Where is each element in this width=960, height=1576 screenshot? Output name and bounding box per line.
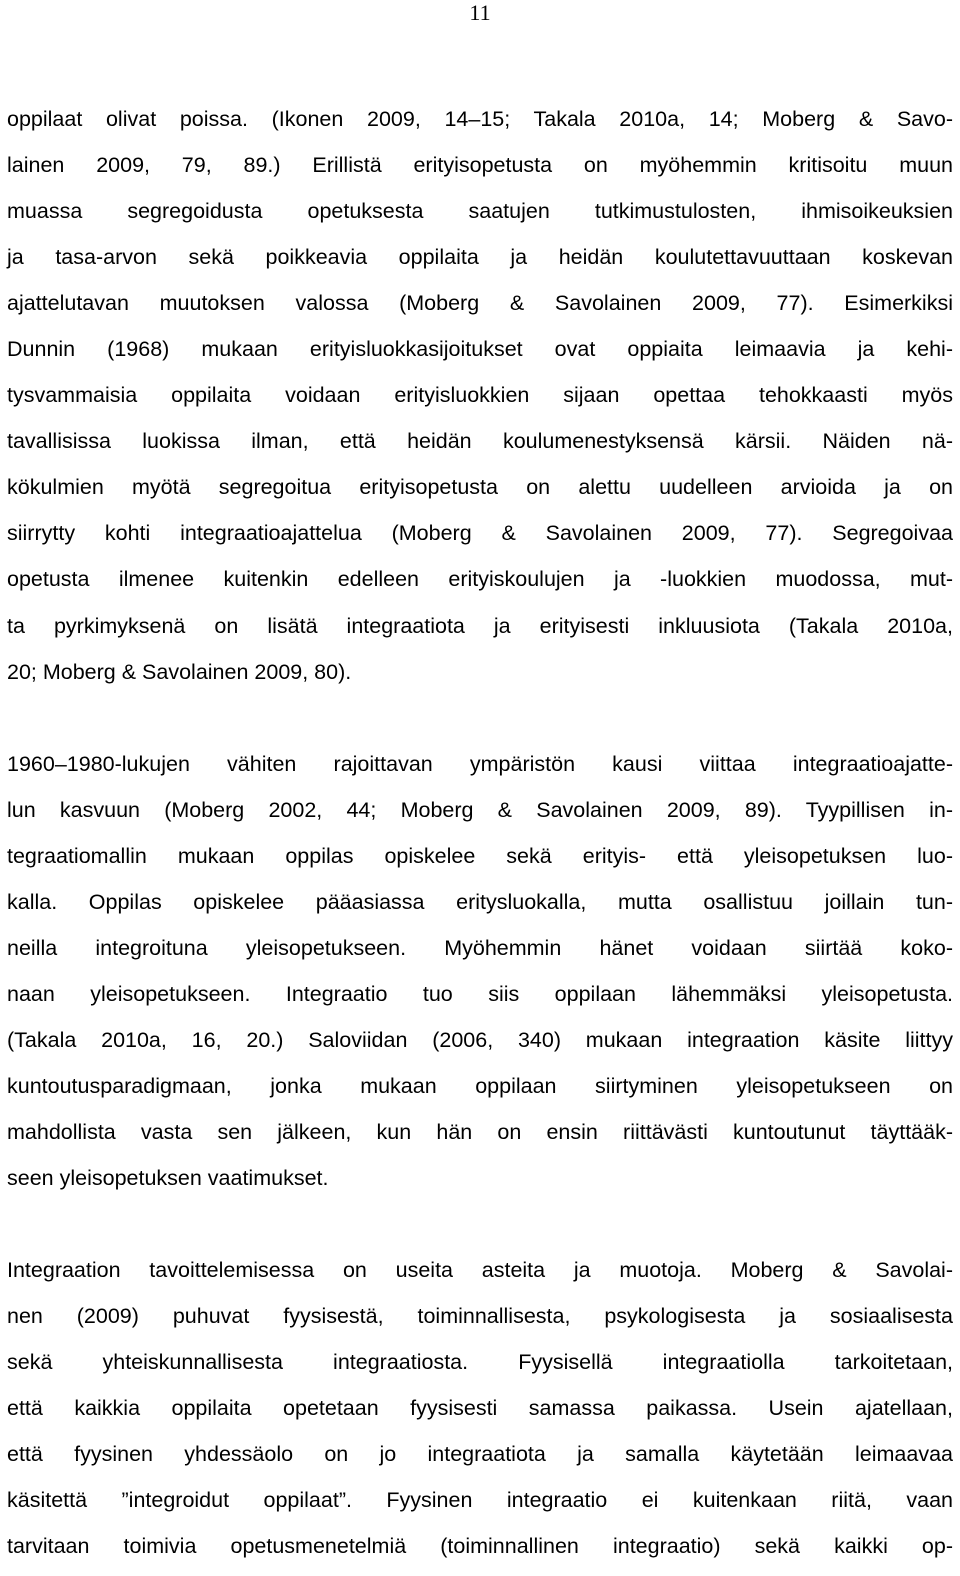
text-line: naan yleisopetukseen. Integraatio tuo siis oppilaan lähemmäksi yleisopetusta. bbox=[7, 981, 953, 1006]
text-line: kökulmien myötä segregoitua erityisopetusta on alettu uudelleen arvioida ja on bbox=[7, 475, 953, 500]
text-line: ajattelutavan muutoksen valossa (Moberg & Savolainen 2009, 77). Esimerkiksi bbox=[7, 291, 953, 316]
text-line: opetusta ilmenee kuitenkin edelleen erityiskoulujen ja -luokkien muodossa, mut- bbox=[7, 567, 953, 592]
document-body bbox=[7, 96, 953, 1570]
text-line: tysvammaisia oppilaita voidaan erityisluokkien sijaan opettaa tehokkaasti myös bbox=[7, 383, 953, 408]
text-line: Dunnin (1968) mukaan erityisluokkasijoitukset ovat oppiaita leimaavia ja kehi- bbox=[7, 337, 953, 362]
paragraph-2 bbox=[7, 741, 953, 1201]
paragraph-gap bbox=[7, 695, 953, 741]
text-line: tegraatiomallin mukaan oppilas opiskelee sekä erityis- että yleisopetuksen luo- bbox=[7, 843, 953, 868]
paragraph-gap bbox=[7, 1201, 953, 1247]
text-line: siirrytty kohti integraatioajattelua (Moberg & Savolainen 2009, 77). Segregoivaa bbox=[7, 521, 953, 546]
text-line: lun kasvuun (Moberg 2002, 44; Moberg & Savolainen 2009, 89). Tyypillisen in- bbox=[7, 797, 953, 822]
text-line: 20; Moberg & Savolainen 2009, 80). bbox=[7, 659, 352, 684]
text-line: mahdollista vasta sen jälkeen, kun hän on ensin riittävästi kuntoutunut täyttääk- bbox=[7, 1120, 953, 1145]
text-line: että kaikkia oppilaita opetetaan fyysisesti samassa paikassa. Usein ajatellaan, bbox=[7, 1396, 953, 1421]
text-line: neilla integroituna yleisopetukseen. Myöhemmin hänet voidaan siirtää koko- bbox=[7, 935, 953, 960]
text-line: kuntoutusparadigmaan, jonka mukaan oppilaan siirtyminen yleisopetukseen on bbox=[7, 1073, 953, 1098]
paragraph-3 bbox=[7, 1247, 953, 1569]
text-line: tarvitaan toimivia opetusmenetelmiä (toiminnallinen integraatio) sekä kaikki op- bbox=[7, 1534, 953, 1559]
paragraph-1 bbox=[7, 96, 953, 695]
text-line: ja tasa-arvon sekä poikkeavia oppilaita ja heidän koulutettavuuttaan koskevan bbox=[7, 245, 953, 270]
page-number: 11 bbox=[469, 0, 491, 25]
text-line: (Takala 2010a, 16, 20.) Saloviidan (2006, 340) mukaan integraation käsite liittyy bbox=[7, 1027, 953, 1052]
text-line: sekä yhteiskunnallisesta integraatiosta. Fyysisellä integraatiolla tarkoitetaan, bbox=[7, 1350, 953, 1375]
text-line: seen yleisopetuksen vaatimukset. bbox=[7, 1166, 329, 1191]
text-line: oppilaat olivat poissa. (Ikonen 2009, 14–15; Takala 2010a, 14; Moberg & Savo- bbox=[7, 107, 953, 131]
text-line: muassa segregoidusta opetuksesta saatujen tutkimustulosten, ihmisoikeuksien bbox=[7, 199, 953, 224]
text-line: lainen 2009, 79, 89.) Erillistä erityisopetusta on myöhemmin kritisoitu muun bbox=[7, 153, 953, 178]
text-line: Integraation tavoittelemisessa on useita asteita ja muotoja. Moberg & Savolai- bbox=[7, 1258, 953, 1283]
text-line: nen (2009) puhuvat fyysisestä, toiminnallisesta, psykologisesta ja sosiaalisesta bbox=[7, 1304, 953, 1329]
text-line: 1960–1980-lukujen vähiten rajoittavan ympäristön kausi viittaa integraatioajatte- bbox=[7, 751, 953, 776]
text-line: kalla. Oppilas opiskelee pääasiassa eritysluokalla, mutta osallistuu joillain tun- bbox=[7, 889, 953, 914]
text-line: ta pyrkimyksenä on lisätä integraatiota ja erityisesti inkluusiota (Takala 2010a, bbox=[7, 613, 953, 638]
text-line: että fyysinen yhdessäolo on jo integraatiota ja samalla käytetään leimaavaa bbox=[7, 1442, 953, 1467]
text-line: käsitettä ”integroidut oppilaat”. Fyysinen integraatio ei kuitenkaan riitä, vaan bbox=[7, 1488, 953, 1513]
text-line: tavallisissa luokissa ilman, että heidän koulumenestyksensä kärsii. Näiden nä- bbox=[7, 429, 953, 454]
